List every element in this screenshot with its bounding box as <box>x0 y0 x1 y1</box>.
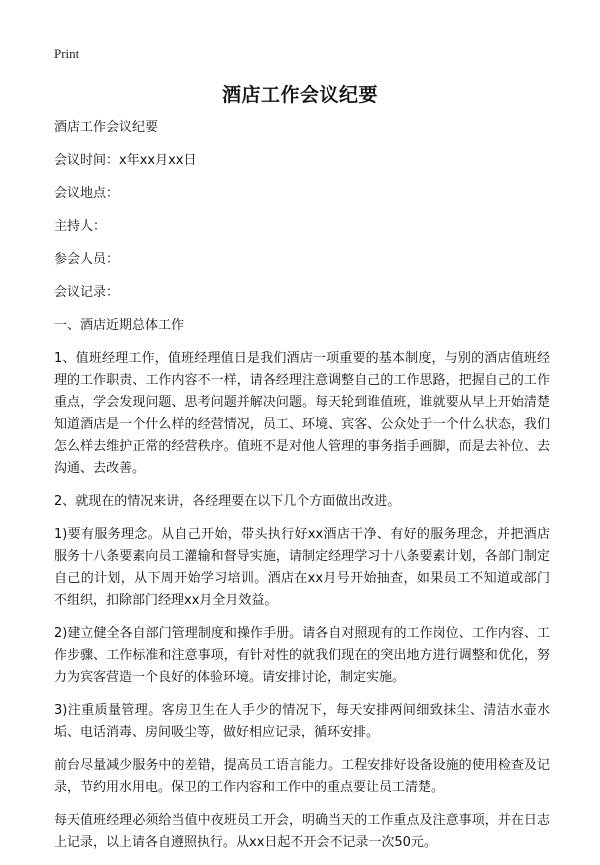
paragraph-improvements: 2、就现在的情况来讲，各经理要在以下几个方面做出改进。 <box>54 494 401 509</box>
paragraph-management-system: 2)建立健全各自部门管理制度和操作手册。请各自对照现有的工作岗位、工作内容、工作步骤、工作标准和注意事项，有针对性的就我们现在的突出地方进行调整和优化，努力为宾客营造一个良好的体验环境。请安排讨论，制定实施。 <box>54 626 550 685</box>
document-subtitle: 酒店工作会议纪要 <box>54 120 159 135</box>
meeting-host: 主持人： <box>54 219 107 234</box>
meeting-time: 会议时间：x年xx月xx日 <box>54 153 197 168</box>
meeting-place: 会议地点： <box>54 186 120 201</box>
meeting-record: 会议记录： <box>54 285 120 300</box>
paragraph-service-concept: 1)要有服务理念。从自己开始，带头执行好xx酒店干净、有好的服务理念，并把酒店服务十八条要素向员工灌输和督导实施，请制定经理学习十八条要素计划，各部门制定自己的计划，从下周开始学习培训。酒店在xx月号开始抽查，如果员工不知道或部门不组织，扣除部门经理xx月全月效益。 <box>54 527 550 608</box>
document-title: 酒店工作会议纪要 <box>221 84 378 106</box>
section-heading: 一、酒店近期总体工作 <box>54 318 185 333</box>
paragraph-duty-manager: 1、值班经理工作，值班经理值日是我们酒店一项重要的基本制度，与别的酒店值班经理的工作职责、工作内容不一样，请各经理注意调整自己的工作思路，把握自己的工作重点，学会发现问题、思考问题并解决问题。每天轮到谁值班，谁就要从早上开始清楚知道酒店是一个什么样的经营情况，员工、环境、宾客、公众处于一个什么状态，我们怎么样去维护正常的经营秩序。值班不是对他人管理的事务指手画脚，而是去补位、去沟通、去改善。 <box>54 351 550 476</box>
print-label: Print <box>54 46 80 61</box>
paragraph-quality-management: 3)注重质量管理。客房卫生在人手少的情况下，每天安排两间细致抹尘、清洁水壶水垢、电话消毒、房间吸尘等，做好相应记录，循环安排。 <box>54 703 550 740</box>
document-body <box>54 117 550 865</box>
paragraph-daily-meeting: 每天值班经理必须给当值中夜班员工开会，明确当天的工作重点及注意事项，并在日志上记录，以上请各自遵照执行。从xx日起不开会不记录一次50元。 <box>54 813 550 850</box>
paragraph-front-desk: 前台尽量减少服务中的差错，提高员工语言能力。工程安排好设备设施的使用检查及记录，节约用水用电。保卫的工作内容和工作中的重点要让员工清楚。 <box>54 758 550 795</box>
meeting-attendees: 参会人员： <box>54 252 120 267</box>
